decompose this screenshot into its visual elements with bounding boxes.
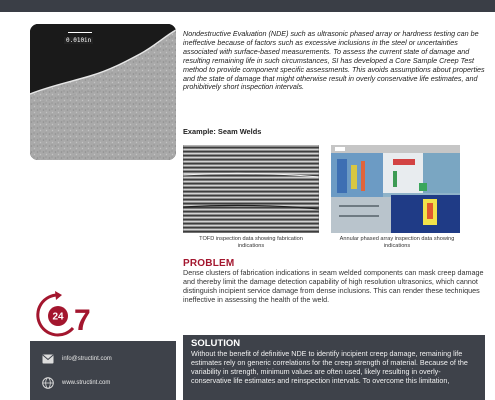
solution-heading: SOLUTION — [191, 338, 241, 349]
caption-annular: Annular phased array inspection data showing indications — [339, 236, 455, 249]
problem-heading: PROBLEM — [183, 258, 235, 269]
problem-paragraph: Dense clusters of fabrication indications in seam welded components can mask creep damage and thereby limit the damage detection capability of high resolution ultrasonics, which cannot distinguish incipient service damage from dense inclusions. This can render these techniques ineffective in assessing the health of the weld. — [183, 268, 484, 304]
email-row[interactable] — [42, 354, 112, 364]
example-heading: Example: Seam Welds — [183, 127, 262, 136]
contact-panel — [30, 341, 176, 400]
micrograph-image — [30, 24, 176, 160]
logo-digit: 7 — [74, 304, 90, 337]
email-icon — [42, 354, 54, 364]
tofd-image — [183, 145, 319, 233]
solution-panel — [183, 335, 485, 400]
email-link[interactable]: info@structint.com — [62, 356, 112, 362]
logo-number: 24 — [52, 311, 64, 323]
solution-paragraph: Without the benefit of definitive NDE to identify incipient creep damage, remaining life estimates rely on generic correlations for the creep strength of material. Because of the variability in strength, minimum values are often used, likely resulting in overly-conservative life estimates and reinspection intervals. To overcome this limitation, — [191, 349, 468, 385]
web-row[interactable] — [42, 377, 110, 389]
globe-icon — [42, 377, 54, 389]
caption-tofd: TOFD inspection data showing fabrication indications — [199, 236, 303, 249]
scale-label: 0.010in — [66, 37, 92, 44]
top-bar — [0, 0, 495, 12]
logo-247 — [28, 290, 90, 340]
intro-paragraph: Nondestructive Evaluation (NDE) such as ultrasonic phased array or hardness testing can be ineffective because of factors such as excessive inclusions in the steel or uncertainties associated with surface-based measurements. To assess the current state of damage and resulting remaining life in such circumstances, SI has developed a Core Sample Creep Test method to provide component specific assessments. This avoids assumptions about properties and the state of damage that might otherwise result in overly conservative life estimates, and prohibitively short inspection intervals. — [183, 29, 485, 92]
web-link[interactable]: www.structint.com — [62, 380, 111, 386]
annular-image — [331, 145, 460, 233]
scale-bar — [68, 32, 92, 33]
